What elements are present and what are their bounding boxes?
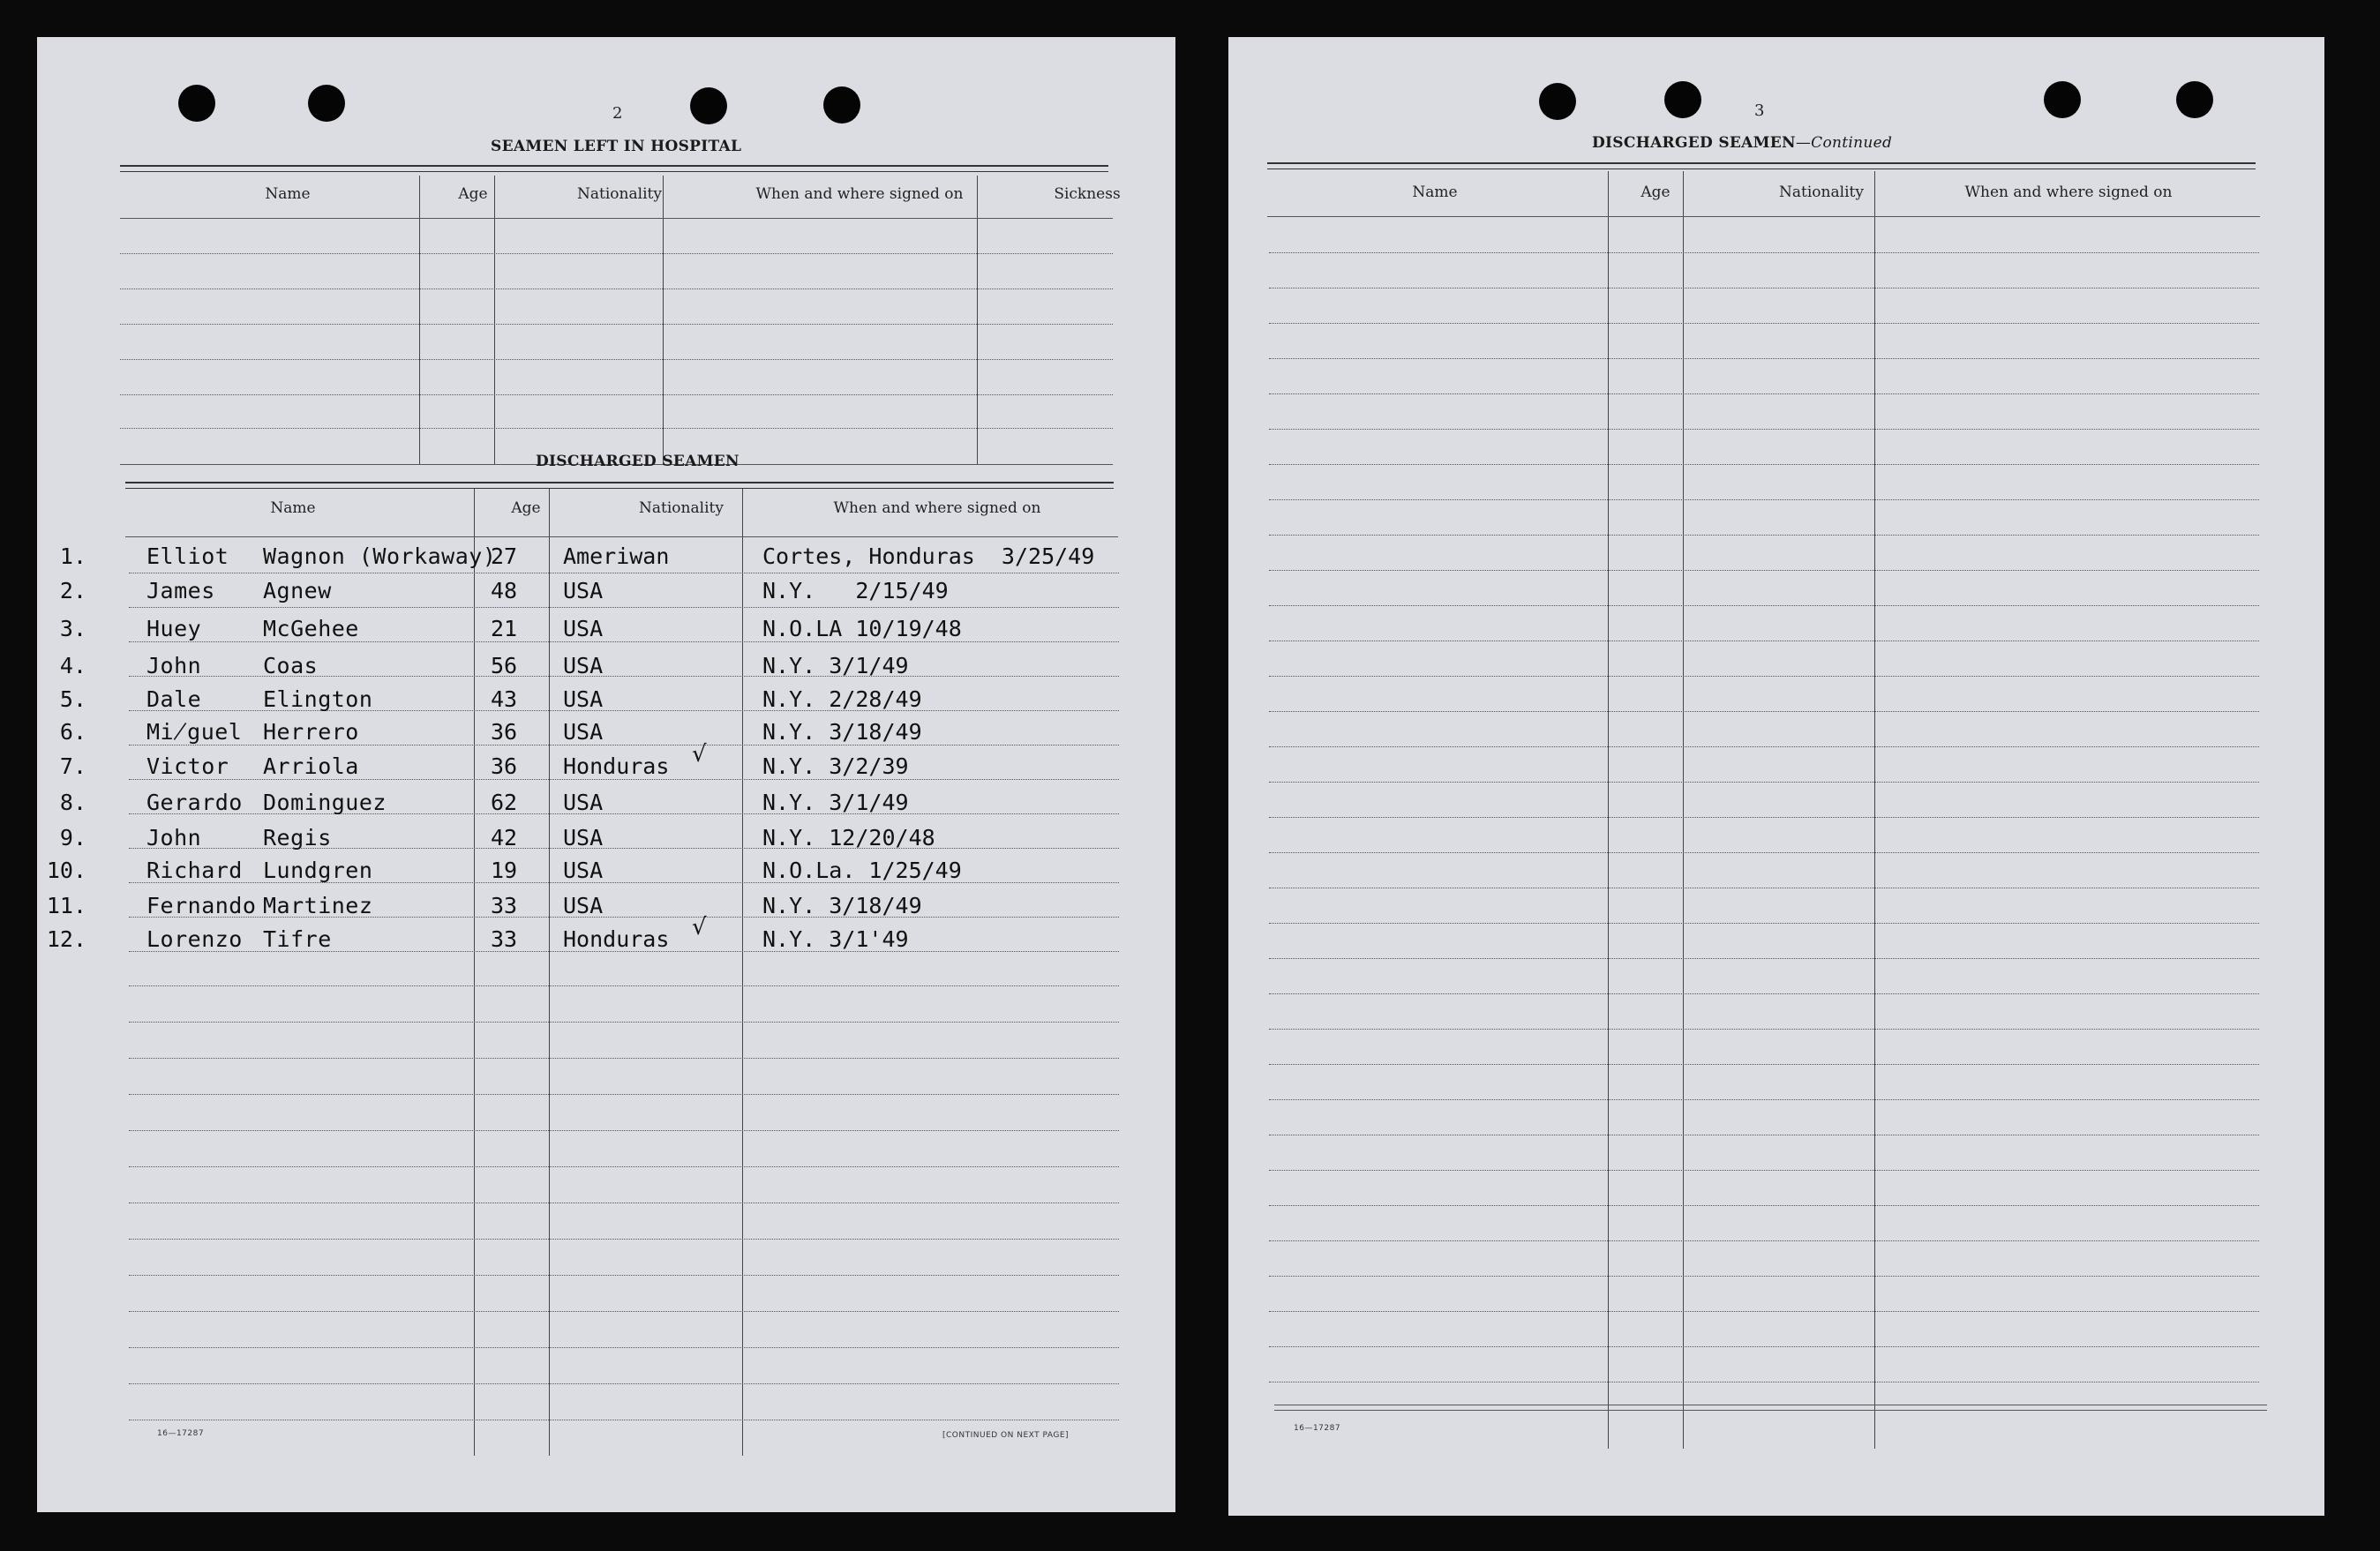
first-name: Elliot (146, 543, 229, 569)
page-number: 2 (612, 104, 623, 123)
row-rule (1269, 746, 2259, 747)
last-name: Herrero (263, 719, 359, 745)
age-cell: 62 (491, 790, 518, 815)
punch-hole (178, 85, 215, 122)
right-page (1228, 37, 2324, 1516)
col-signed-on: When and where signed on (833, 499, 1041, 517)
first-name: Fernando (146, 893, 257, 918)
row-number: 9. (59, 825, 86, 850)
row-rule (1269, 958, 2259, 959)
signed-on-cell: N.O.LA 10/19/48 (762, 616, 962, 641)
page-title: DISCHARGED SEAMEN—Continued (1592, 134, 1893, 152)
row-rule (1269, 1240, 2259, 1241)
last-name: Martinez (263, 893, 373, 918)
punch-hole (1539, 83, 1576, 120)
last-name: Coas (263, 653, 319, 678)
page-number: 3 (1754, 101, 1765, 120)
age-cell: 42 (491, 825, 518, 850)
nationality-cell: Honduras (563, 753, 670, 779)
row-rule (1269, 817, 2259, 818)
row-rule (1269, 1170, 2259, 1171)
page-gap (1175, 37, 1228, 78)
row-rule (1269, 429, 2259, 430)
age-cell: 36 (491, 753, 518, 779)
signed-on-cell: N.Y. 3/18/49 (762, 893, 922, 918)
row-rule (1269, 923, 2259, 924)
row-number: 5. (59, 686, 86, 712)
row-rule (129, 641, 1119, 642)
row-rule (129, 1275, 1119, 1276)
first-name: John (146, 825, 202, 850)
last-name: Tifre (263, 926, 332, 952)
nationality-cell: USA (563, 686, 604, 712)
first-name: Huey (146, 616, 202, 641)
col-nationality: Nationality (639, 499, 724, 517)
last-name: Agnew (263, 578, 332, 603)
row-number: 4. (59, 653, 86, 678)
signed-on-cell: N.Y. 12/20/48 (762, 825, 935, 850)
punch-hole (2044, 81, 2081, 118)
nationality-cell: USA (563, 858, 604, 883)
last-name: Arriola (263, 753, 359, 779)
check-mark: √ (692, 741, 707, 768)
nationality-cell: USA (563, 790, 604, 815)
last-name: Elington (263, 686, 373, 712)
row-rule (129, 985, 1119, 986)
col-nationality: Nationality (577, 185, 662, 203)
row-rule (129, 1166, 1119, 1167)
row-rule (1269, 711, 2259, 712)
signed-on-cell: N.O.La. 1/25/49 (762, 858, 962, 883)
nationality-cell: Ameriwan (563, 543, 670, 569)
row-rule (1269, 993, 2259, 994)
nationality-cell: Honduras (563, 926, 670, 952)
hospital-title: SEAMEN LEFT IN HOSPITAL (491, 138, 742, 155)
row-number: 3. (59, 616, 86, 641)
last-name: McGehee (263, 616, 359, 641)
row-rule (1269, 852, 2259, 853)
age-cell: 21 (491, 616, 518, 641)
signed-on-cell: N.Y. 3/18/49 (762, 719, 922, 745)
punch-hole (823, 86, 860, 124)
col-sickness: Sickness (1054, 185, 1121, 203)
row-rule (1269, 323, 2259, 324)
row-rule (129, 779, 1119, 780)
age-cell: 36 (491, 719, 518, 745)
signed-on-cell: N.Y. 2/28/49 (762, 686, 922, 712)
first-name: James (146, 578, 215, 603)
form-number: 16—17287 (157, 1429, 205, 1438)
col-age: Age (511, 499, 541, 517)
punch-hole (690, 87, 727, 124)
row-rule (1269, 1099, 2259, 1100)
punch-hole (2176, 81, 2213, 118)
age-cell: 56 (491, 653, 518, 678)
row-rule (1269, 676, 2259, 677)
age-cell: 33 (491, 926, 518, 952)
row-rule (1269, 1276, 2259, 1277)
signed-on-cell: N.Y. 3/2/39 (762, 753, 909, 779)
signed-on-cell: N.Y. 2/15/49 (762, 578, 949, 603)
row-number: 12. (46, 926, 86, 952)
row-rule (1269, 605, 2259, 606)
col-signed-on: When and where signed on (755, 185, 964, 203)
row-rule (1269, 570, 2259, 571)
row-rule (1269, 782, 2259, 783)
row-number: 10. (46, 858, 86, 883)
form-number: 16—17287 (1294, 1424, 1341, 1433)
check-mark: √ (692, 914, 707, 940)
row-rule (1269, 1029, 2259, 1030)
first-name: Richard (146, 858, 243, 883)
signed-on-cell: Cortes, Honduras 3/25/49 (762, 543, 1095, 569)
age-cell: 33 (491, 893, 518, 918)
last-name: Dominguez (263, 790, 387, 815)
row-rule (129, 1311, 1119, 1312)
signed-on-cell: N.Y. 3/1/49 (762, 790, 909, 815)
col-name: Name (1412, 184, 1458, 201)
left-page (37, 37, 1175, 1512)
row-rule (1269, 393, 2259, 394)
punch-hole (308, 85, 345, 122)
row-rule (129, 1383, 1119, 1384)
row-rule (129, 1022, 1119, 1023)
col-nationality: Nationality (1779, 184, 1864, 201)
header-rule (125, 482, 1114, 489)
age-cell: 43 (491, 686, 518, 712)
row-rule (129, 745, 1119, 746)
col-age: Age (1640, 184, 1671, 201)
first-name: Gerardo (146, 790, 243, 815)
punch-hole (1664, 81, 1701, 118)
row-rule (1269, 464, 2259, 465)
row-rule (1269, 1205, 2259, 1206)
nationality-cell: USA (563, 893, 604, 918)
signed-on-cell: N.Y. 3/1/49 (762, 653, 909, 678)
col-name: Name (265, 185, 311, 203)
row-rule (1269, 535, 2259, 536)
header-rule (120, 165, 1108, 172)
first-name: Lorenzo (146, 926, 243, 952)
nationality-cell: USA (563, 578, 604, 603)
col-name: Name (270, 499, 316, 517)
header-rule (1267, 162, 2256, 169)
first-name: Victor (146, 753, 229, 779)
age-cell: 27 (491, 543, 518, 569)
row-rule (129, 1130, 1119, 1131)
row-rule (129, 1058, 1119, 1059)
row-rule (1269, 358, 2259, 359)
row-number: 2. (59, 578, 86, 603)
discharged-title: DISCHARGED SEAMEN (536, 453, 740, 470)
last-name: Regis (263, 825, 332, 850)
col-signed-on: When and where signed on (1964, 184, 2173, 201)
nationality-cell: USA (563, 653, 604, 678)
first-name: Dale (146, 686, 202, 712)
nationality-cell: USA (563, 825, 604, 850)
first-name: Mi̸guel (146, 719, 243, 745)
first-name: John (146, 653, 202, 678)
age-cell: 48 (491, 578, 518, 603)
row-number: 11. (46, 893, 86, 918)
row-rule (129, 1094, 1119, 1095)
row-number: 8. (59, 790, 86, 815)
last-name: Lundgren (263, 858, 373, 883)
row-rule (1269, 1064, 2259, 1065)
row-number: 1. (59, 543, 86, 569)
row-rule (129, 1239, 1119, 1240)
nationality-cell: USA (563, 616, 604, 641)
row-number: 6. (59, 719, 86, 745)
row-rule (129, 607, 1119, 608)
continued-note: [CONTINUED ON NEXT PAGE] (942, 1431, 1070, 1440)
signed-on-cell: N.Y. 3/1'49 (762, 926, 909, 952)
row-rule (1269, 1346, 2259, 1347)
age-cell: 19 (491, 858, 518, 883)
row-rule (1269, 1311, 2259, 1312)
row-rule (1269, 499, 2259, 500)
row-rule (129, 1347, 1119, 1348)
row-number: 7. (59, 753, 86, 779)
nationality-cell: USA (563, 719, 604, 745)
col-age: Age (458, 185, 488, 203)
last-name: Wagnon (Workaway) (263, 543, 497, 569)
row-rule (1269, 252, 2259, 253)
